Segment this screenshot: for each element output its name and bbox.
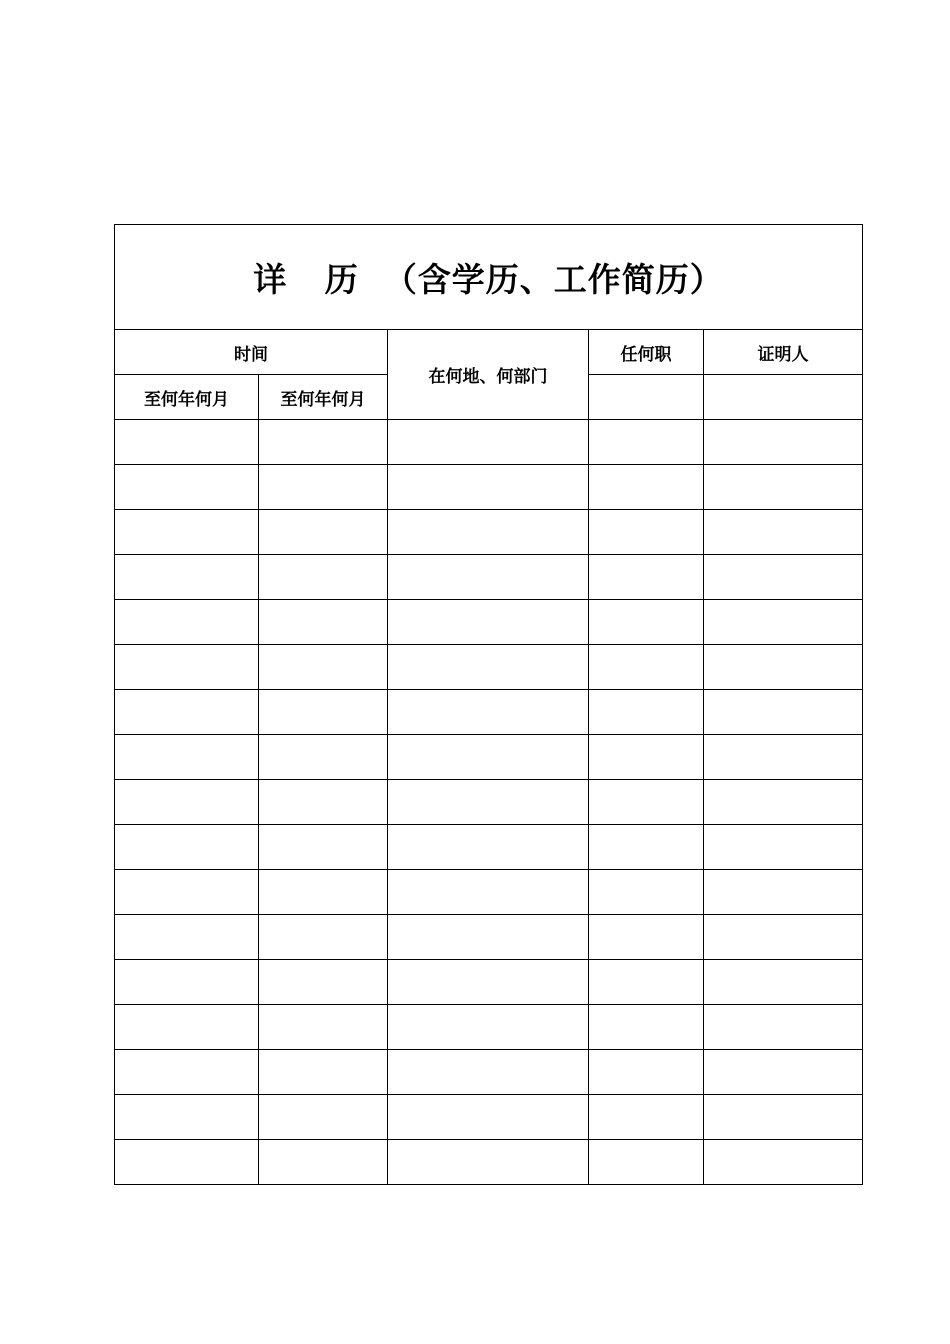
from-cell[interactable] [115, 960, 259, 1005]
witness-cell[interactable] [704, 780, 863, 825]
position-cell[interactable] [589, 1050, 704, 1095]
place-cell[interactable] [388, 510, 589, 555]
witness-cell[interactable] [704, 600, 863, 645]
table-row [115, 1050, 863, 1095]
place-cell[interactable] [388, 600, 589, 645]
to-cell[interactable] [259, 600, 388, 645]
position-cell[interactable] [589, 690, 704, 735]
from-cell[interactable] [115, 645, 259, 690]
witness-cell[interactable] [704, 1140, 863, 1185]
table-row [115, 510, 863, 555]
position-cell[interactable] [589, 465, 704, 510]
from-cell[interactable] [115, 780, 259, 825]
to-cell[interactable] [259, 960, 388, 1005]
table-row [115, 825, 863, 870]
place-cell[interactable] [388, 1140, 589, 1185]
header-to: 至何年何月 [259, 375, 388, 420]
to-cell[interactable] [259, 870, 388, 915]
witness-cell[interactable] [704, 1095, 863, 1140]
from-cell[interactable] [115, 600, 259, 645]
to-cell[interactable] [259, 510, 388, 555]
position-cell[interactable] [589, 1095, 704, 1140]
position-cell[interactable] [589, 1140, 704, 1185]
position-cell[interactable] [589, 600, 704, 645]
witness-cell[interactable] [704, 870, 863, 915]
position-cell[interactable] [589, 510, 704, 555]
to-cell[interactable] [259, 555, 388, 600]
from-cell[interactable] [115, 1095, 259, 1140]
witness-cell[interactable] [704, 645, 863, 690]
to-cell[interactable] [259, 645, 388, 690]
from-cell[interactable] [115, 555, 259, 600]
to-cell[interactable] [259, 1050, 388, 1095]
witness-cell[interactable] [704, 1005, 863, 1050]
witness-cell[interactable] [704, 465, 863, 510]
header-position: 任何职 [589, 330, 704, 375]
table-row [115, 555, 863, 600]
witness-cell[interactable] [704, 420, 863, 465]
place-cell[interactable] [388, 1095, 589, 1140]
position-cell[interactable] [589, 735, 704, 780]
header-place: 在何地、何部门 [388, 330, 589, 420]
from-cell[interactable] [115, 690, 259, 735]
header-time: 时间 [115, 330, 388, 375]
table-row [115, 735, 863, 780]
from-cell[interactable] [115, 915, 259, 960]
table-row [115, 1005, 863, 1050]
position-cell[interactable] [589, 915, 704, 960]
witness-cell[interactable] [704, 1050, 863, 1095]
to-cell[interactable] [259, 465, 388, 510]
place-cell[interactable] [388, 960, 589, 1005]
witness-cell[interactable] [704, 510, 863, 555]
table-row [115, 870, 863, 915]
position-cell[interactable] [589, 825, 704, 870]
from-cell[interactable] [115, 825, 259, 870]
from-cell[interactable] [115, 465, 259, 510]
witness-cell[interactable] [704, 825, 863, 870]
place-cell[interactable] [388, 1005, 589, 1050]
position-cell[interactable] [589, 645, 704, 690]
witness-cell[interactable] [704, 555, 863, 600]
to-cell[interactable] [259, 1095, 388, 1140]
place-cell[interactable] [388, 915, 589, 960]
to-cell[interactable] [259, 1005, 388, 1050]
table-row [115, 915, 863, 960]
place-cell[interactable] [388, 555, 589, 600]
form-title: 详 历 （含学历、工作简历） [253, 259, 724, 299]
header-witness: 证明人 [704, 330, 863, 375]
position-cell[interactable] [589, 960, 704, 1005]
to-cell[interactable] [259, 915, 388, 960]
from-cell[interactable] [115, 1050, 259, 1095]
place-cell[interactable] [388, 825, 589, 870]
form-title-cell [115, 225, 863, 330]
place-cell[interactable] [388, 870, 589, 915]
to-cell[interactable] [259, 420, 388, 465]
to-cell[interactable] [259, 735, 388, 780]
position-cell[interactable] [589, 870, 704, 915]
to-cell[interactable] [259, 1140, 388, 1185]
place-cell[interactable] [388, 420, 589, 465]
table-row [115, 780, 863, 825]
place-cell[interactable] [388, 735, 589, 780]
table-row [115, 420, 863, 465]
from-cell[interactable] [115, 1005, 259, 1050]
position-cell[interactable] [589, 555, 704, 600]
to-cell[interactable] [259, 690, 388, 735]
place-cell[interactable] [388, 1050, 589, 1095]
position-blank-cell[interactable] [589, 375, 704, 420]
position-cell[interactable] [589, 1005, 704, 1050]
table-row [115, 1095, 863, 1140]
position-cell[interactable] [589, 780, 704, 825]
witness-cell[interactable] [704, 960, 863, 1005]
to-cell[interactable] [259, 780, 388, 825]
witness-cell[interactable] [704, 915, 863, 960]
position-cell[interactable] [589, 420, 704, 465]
from-cell[interactable] [115, 420, 259, 465]
table-row [115, 1140, 863, 1185]
witness-cell[interactable] [704, 690, 863, 735]
to-cell[interactable] [259, 825, 388, 870]
table-row [115, 690, 863, 735]
table-row [115, 600, 863, 645]
header-from: 至何年何月 [115, 375, 259, 420]
table-row [115, 645, 863, 690]
place-cell[interactable] [388, 780, 589, 825]
resume-form-table [114, 224, 863, 1185]
place-cell[interactable] [388, 690, 589, 735]
witness-cell[interactable] [704, 735, 863, 780]
table-row [115, 960, 863, 1005]
from-cell[interactable] [115, 1140, 259, 1185]
place-cell[interactable] [388, 645, 589, 690]
from-cell[interactable] [115, 870, 259, 915]
table-row [115, 465, 863, 510]
from-cell[interactable] [115, 510, 259, 555]
from-cell[interactable] [115, 735, 259, 780]
place-cell[interactable] [388, 465, 589, 510]
witness-blank-cell[interactable] [704, 375, 863, 420]
